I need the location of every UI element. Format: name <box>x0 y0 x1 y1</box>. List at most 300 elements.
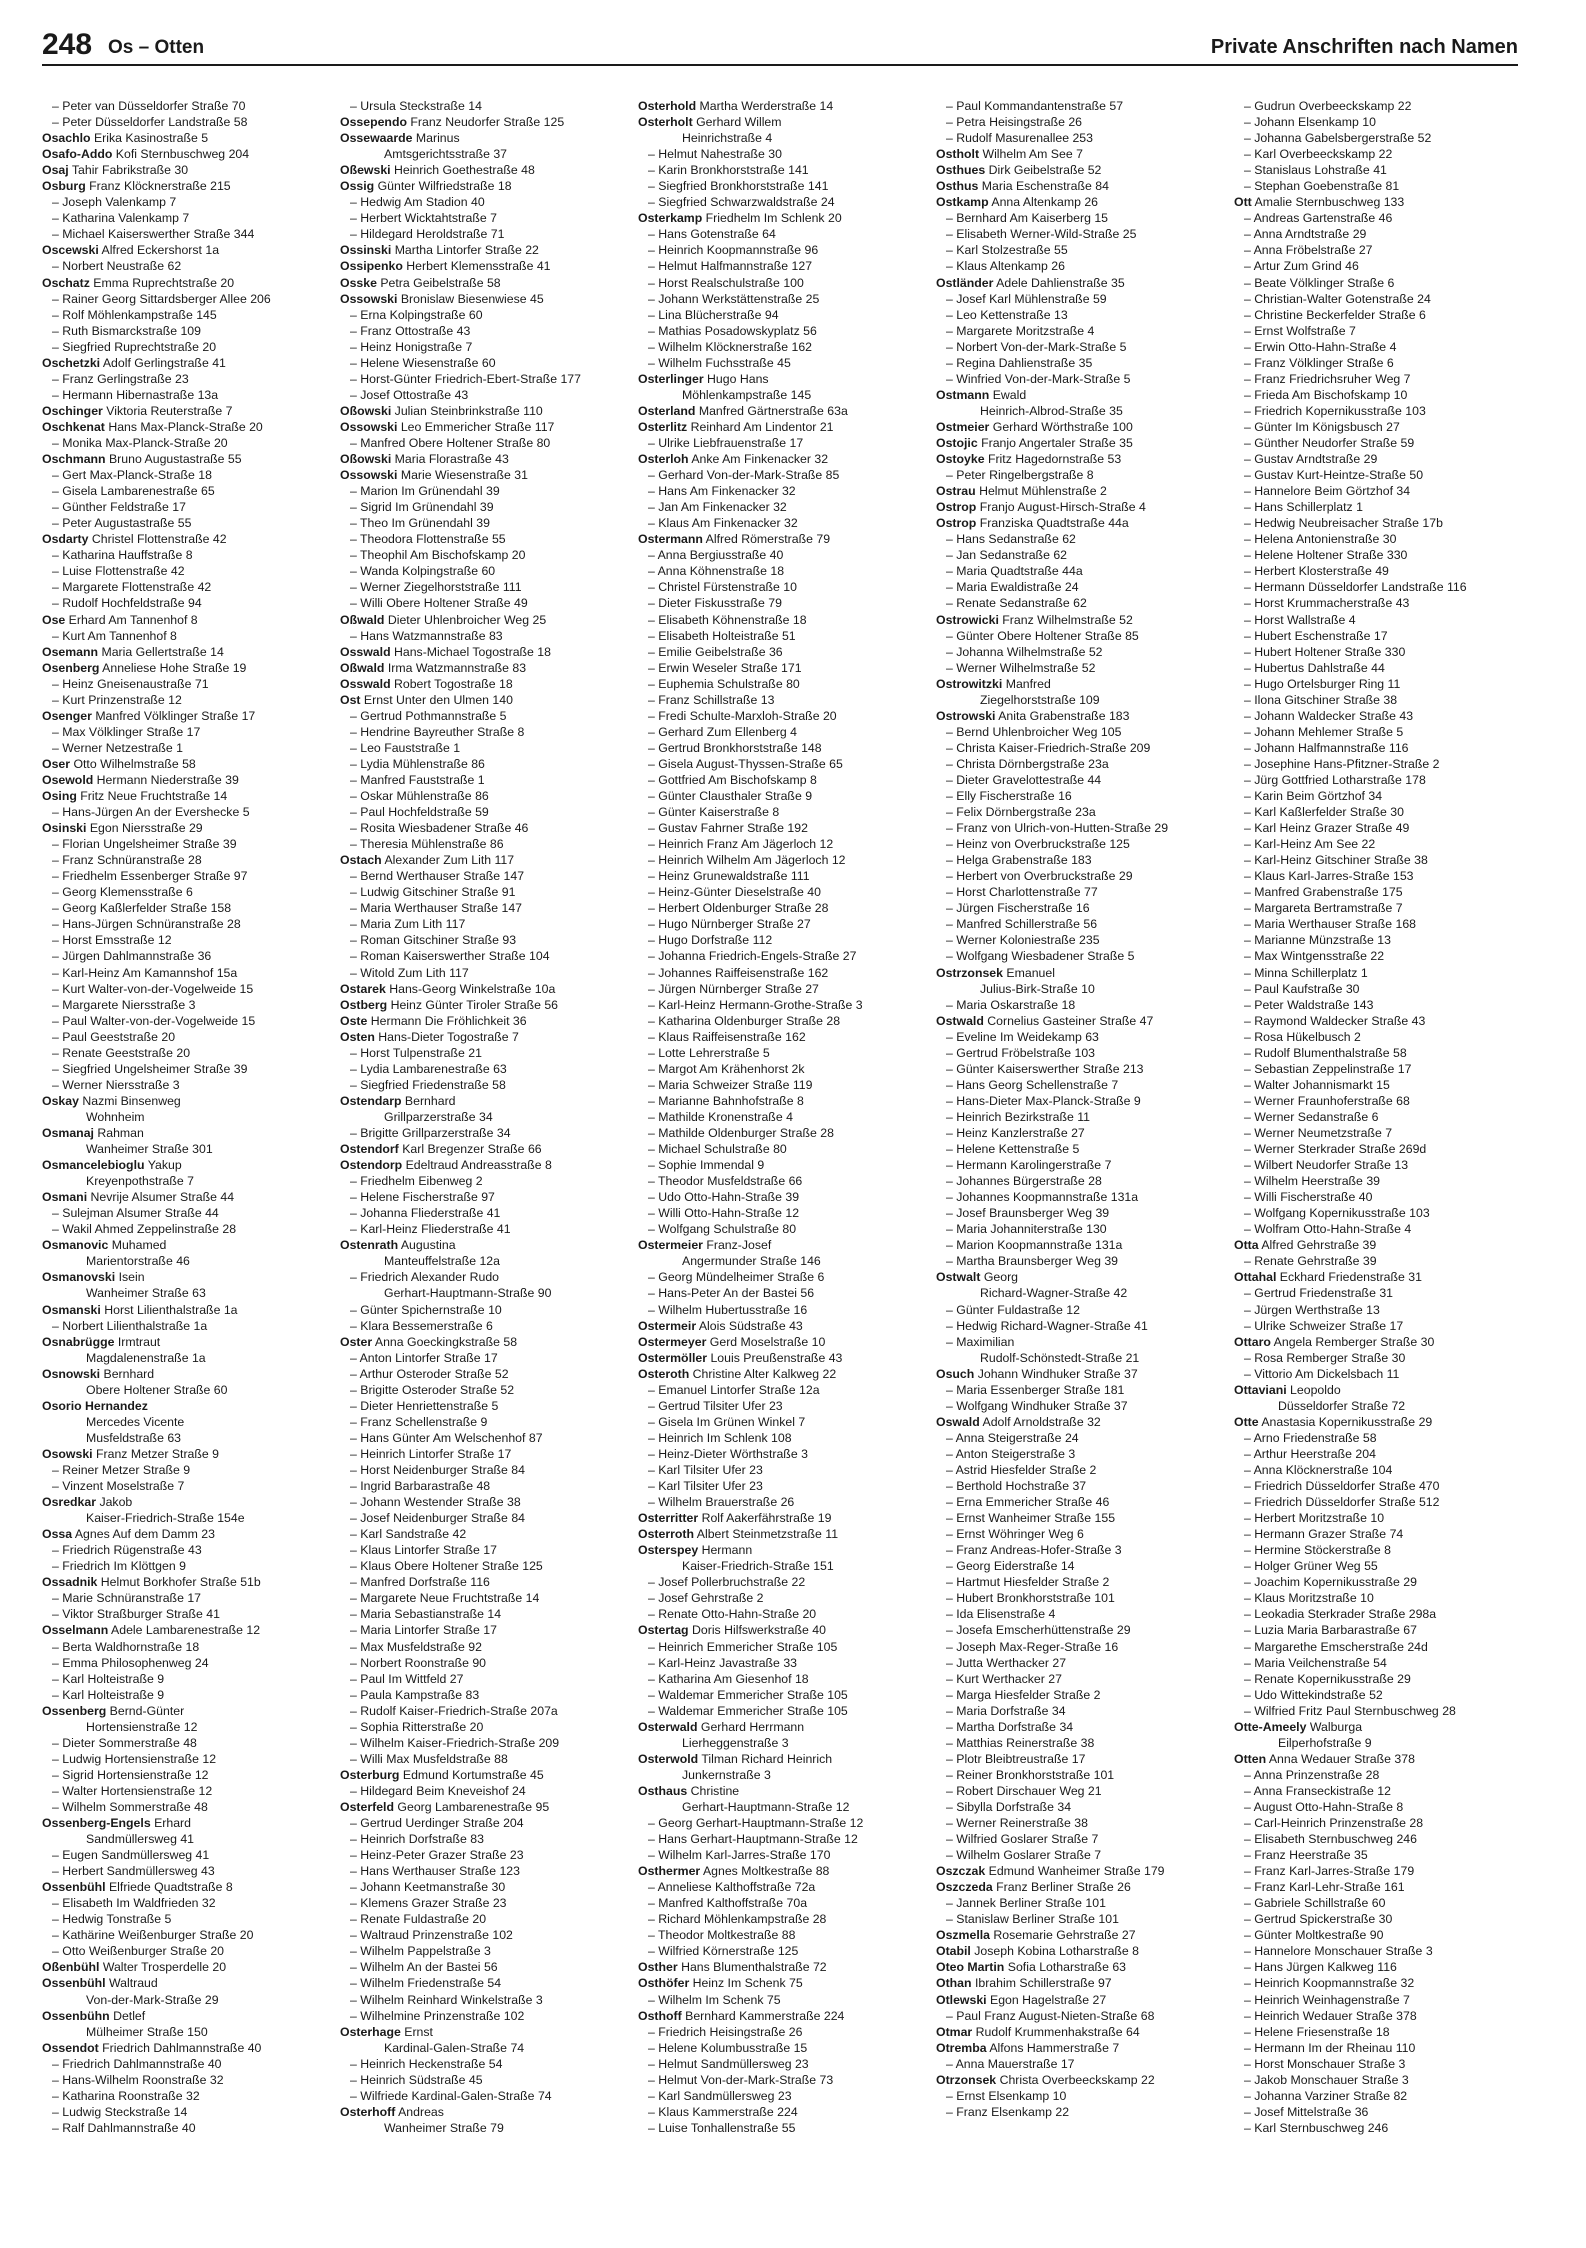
entry-text: – Elisabeth Werner-Wild-Straße 25 <box>946 227 1137 242</box>
directory-entry <box>1234 740 1518 756</box>
directory-entry <box>340 1125 624 1141</box>
surname: Ostländer <box>936 275 994 290</box>
directory-entry <box>1234 1382 1518 1398</box>
entry-text: – Michael Schulstraße 80 <box>648 1142 787 1157</box>
directory-entry <box>936 178 1220 194</box>
directory-entry <box>1234 804 1518 820</box>
directory-entry <box>340 1655 624 1671</box>
surname: Osterlitz <box>638 419 688 434</box>
directory-entry <box>1234 1221 1518 1237</box>
entry-text: – Johanna Varziner Straße 82 <box>1244 2088 1408 2103</box>
directory-entry <box>340 1077 624 1093</box>
directory-entry <box>340 419 624 435</box>
entry-text: Angela Remberger Straße 30 <box>1273 1334 1435 1349</box>
directory-entry <box>638 644 922 660</box>
directory-entry <box>340 467 624 483</box>
entry-text: Waltraud <box>108 1976 158 1991</box>
directory-entry <box>638 1462 922 1478</box>
directory-entry <box>340 563 624 579</box>
directory-entry <box>42 1221 326 1237</box>
directory-entry <box>1234 1398 1518 1414</box>
surname: Osowski <box>42 1446 93 1461</box>
surname: Osterkamp <box>638 211 703 226</box>
directory-entry <box>1234 612 1518 628</box>
surname: Otte <box>1234 1414 1259 1429</box>
directory-entry <box>42 387 326 403</box>
surname: Ostrowitzki <box>936 676 1003 691</box>
entry-text: Helmut Mühlenstraße 2 <box>979 484 1107 499</box>
directory-entry <box>638 997 922 1013</box>
entry-text: – Hugo Nürnberger Straße 27 <box>648 917 811 932</box>
directory-entry <box>638 1975 922 1991</box>
directory-entry <box>42 1847 326 1863</box>
entry-text: Irmtraut <box>117 1334 161 1349</box>
entry-text: – Klaus Raiffeisenstraße 162 <box>648 1029 806 1044</box>
surname: Osthöfer <box>638 1976 690 1991</box>
directory-entry <box>936 2056 1220 2072</box>
directory-entry <box>1234 1847 1518 1863</box>
directory-entry <box>936 1061 1220 1077</box>
entry-text: – Wilhelm An der Bastei 56 <box>350 1960 498 1975</box>
directory-entry <box>340 724 624 740</box>
directory-entry <box>936 1735 1220 1751</box>
surname: Oßowski <box>340 452 392 467</box>
directory-entry <box>42 1687 326 1703</box>
directory-entry <box>638 467 922 483</box>
directory-entry <box>638 1302 922 1318</box>
directory-entry <box>340 307 624 323</box>
directory-entry <box>936 371 1220 387</box>
directory-entry <box>936 1125 1220 1141</box>
directory-entry <box>1234 644 1518 660</box>
surname: Ostwalt <box>936 1270 981 1285</box>
surname: Otte-Ameely <box>1234 1719 1307 1734</box>
directory-entry <box>42 1141 326 1157</box>
directory-entry <box>936 1478 1220 1494</box>
entry-text: – Marga Hiesfelder Straße 2 <box>946 1687 1101 1702</box>
directory-entry <box>936 852 1220 868</box>
entry-text: – Anna Mauerstraße 17 <box>946 2056 1075 2071</box>
entry-text: – Hedwig Neubreisacher Straße 17b <box>1244 516 1443 531</box>
entry-text: Heinz Günter Tiroler Straße 56 <box>390 997 559 1012</box>
directory-entry <box>936 242 1220 258</box>
entry-text: – Monika Max-Planck-Straße 20 <box>52 435 228 450</box>
entry-text: – Gisela Im Grünen Winkel 7 <box>648 1414 806 1429</box>
directory-entry <box>638 339 922 355</box>
entry-text: – Franz Karl-Jarres-Straße 179 <box>1244 1864 1415 1879</box>
entry-text: – Gerhard Zum Ellenberg 4 <box>648 724 798 739</box>
entry-text: – Hannelore Beim Görtzhof 34 <box>1244 484 1411 499</box>
directory-entry <box>340 1334 624 1350</box>
entry-text: – Siegfried Bronkhorststraße 141 <box>648 179 829 194</box>
entry-text: – Holger Grüner Weg 55 <box>1244 1559 1378 1574</box>
directory-entry <box>340 499 624 515</box>
directory-entry <box>1234 403 1518 419</box>
directory-entry <box>1234 1045 1518 1061</box>
entry-text: – Otto Weißenburger Straße 20 <box>52 1944 225 1959</box>
directory-entry <box>340 788 624 804</box>
surname: Osdarty <box>42 532 89 547</box>
directory-entry <box>936 1606 1220 1622</box>
entry-text: Adele Dahlienstraße 35 <box>996 275 1125 290</box>
directory-entry <box>638 1526 922 1542</box>
directory-entry <box>638 724 922 740</box>
directory-entry <box>340 660 624 676</box>
entry-text: Amalie Sternbuschweg 133 <box>1254 195 1405 210</box>
entry-text: Eckhard Friedenstraße 31 <box>1279 1270 1422 1285</box>
entry-text: – Erwin Weseler Straße 171 <box>648 660 802 675</box>
directory-entry <box>1234 1992 1518 2008</box>
directory-entry <box>42 1574 326 1590</box>
directory-entry <box>936 1639 1220 1655</box>
directory-entry <box>1234 965 1518 981</box>
directory-entry <box>936 1494 1220 1510</box>
directory-entry <box>1234 1927 1518 1943</box>
surname: Ossa <box>42 1527 73 1542</box>
directory-entry <box>638 595 922 611</box>
directory-entry <box>42 756 326 772</box>
entry-text: – Josef Karl Mühlenstraße 59 <box>946 291 1107 306</box>
entry-text: Sofia Lotharstraße 63 <box>1007 1960 1127 1975</box>
directory-entry <box>42 2008 326 2024</box>
entry-text: – Anna Franseckistraße 12 <box>1244 1783 1391 1798</box>
entry-text: – Herbert Oldenburger Straße 28 <box>648 901 829 916</box>
directory-entry <box>340 2104 624 2120</box>
surname: Osterburg <box>340 1767 400 1782</box>
directory-entry <box>638 756 922 772</box>
entry-text: – Marion Koopmannstraße 131a <box>946 1238 1123 1253</box>
directory-entry <box>1234 1542 1518 1558</box>
entry-text: – Sebastian Zeppelinstraße 17 <box>1244 1061 1412 1076</box>
directory-entry <box>340 1719 624 1735</box>
directory-entry <box>1234 660 1518 676</box>
directory-entry <box>42 1237 326 1253</box>
entry-text: – Mathias Posadowskyplatz 56 <box>648 323 817 338</box>
directory-entry <box>638 1687 922 1703</box>
entry-text: Franjo August-Hirsch-Straße 4 <box>979 500 1146 515</box>
entry-text: – Johann Elsenkamp 10 <box>1244 115 1376 130</box>
entry-text: – Franz Schellenstraße 9 <box>350 1414 488 1429</box>
entry-text: – Hildegard Beim Kneveishof 24 <box>350 1783 526 1798</box>
entry-text: – Theo Im Grünendahl 39 <box>350 516 490 531</box>
directory-entry <box>42 435 326 451</box>
entry-text: – Helmut Sandmüllersweg 23 <box>648 2056 809 2071</box>
directory-entry <box>340 1831 624 1847</box>
directory-entry <box>638 1510 922 1526</box>
directory-entry <box>42 1494 326 1510</box>
entry-text: – Renate Fuldastraße 20 <box>350 1912 487 1927</box>
directory-entry <box>936 1815 1220 1831</box>
entry-text: – Helene Friesenstraße 18 <box>1244 2024 1390 2039</box>
entry-text: – Friedrich Kopernikusstraße 103 <box>1244 403 1426 418</box>
surname: Osterroth <box>638 1527 695 1542</box>
directory-entry <box>1234 900 1518 916</box>
entry-text: Ernst Unter den Ulmen 140 <box>363 692 513 707</box>
directory-entry <box>340 146 624 162</box>
directory-entry <box>42 451 326 467</box>
directory-entry <box>936 1687 1220 1703</box>
entry-text: – Heinz Kanzlerstraße 27 <box>946 1126 1085 1140</box>
entry-text: Egon Hagelstraße 27 <box>990 1992 1107 2007</box>
directory-entry <box>42 1109 326 1125</box>
entry-text: – Margarethe Emscherstraße 24d <box>1244 1639 1428 1654</box>
column-3 <box>638 98 922 2233</box>
entry-text: – Peter Düsseldorfer Landstraße 58 <box>52 115 248 130</box>
directory-entry <box>340 258 624 274</box>
entry-text: Doris Hilfswerkstraße 40 <box>692 1623 826 1638</box>
entry-text: – Marianne Münzstraße 13 <box>1244 933 1391 948</box>
directory-entry <box>340 1398 624 1414</box>
directory-entry <box>638 1574 922 1590</box>
entry-text: Von-der-Mark-Straße 29 <box>86 1992 219 2007</box>
entry-text: – Maria Ewaldistraße 24 <box>946 580 1079 595</box>
entry-text: – Beate Völklinger Straße 6 <box>1244 275 1395 290</box>
surname: Ostojic <box>936 435 978 450</box>
entry-text: – Arthur Osteroder Straße 52 <box>350 1366 509 1381</box>
directory-entry <box>42 1125 326 1141</box>
directory-entry <box>42 499 326 515</box>
directory-entry <box>340 1446 624 1462</box>
entry-text: – Hans Gotenstraße 64 <box>648 227 776 242</box>
entry-text: – Franz Gerlingstraße 23 <box>52 371 189 386</box>
entry-text: – Anna Köhnenstraße 18 <box>648 564 785 579</box>
entry-text: – Dieter Sommerstraße 48 <box>52 1735 197 1750</box>
directory-entry <box>42 1350 326 1366</box>
entry-text: – Ernst Wanheimer Straße 155 <box>946 1511 1116 1526</box>
surname: Osburg <box>42 179 86 194</box>
directory-entry <box>42 1318 326 1334</box>
directory-entry <box>936 467 1220 483</box>
entry-text: – Franz Ottostraße 43 <box>350 323 471 338</box>
column-1 <box>42 98 326 2233</box>
entry-text: – Johann Keetmanstraße 30 <box>350 1880 506 1895</box>
directory-entry <box>340 1013 624 1029</box>
directory-entry <box>42 1735 326 1751</box>
directory-entry <box>1234 226 1518 242</box>
entry-text: – Mathilde Oldenburger Straße 28 <box>648 1126 834 1140</box>
entry-text: – Lina Blücherstraße 94 <box>648 307 779 322</box>
surname: Ossendot <box>42 2040 99 2055</box>
directory-entry <box>936 1029 1220 1045</box>
directory-entry <box>340 1093 624 1109</box>
directory-entry <box>42 1253 326 1269</box>
surname: Otabil <box>936 1944 971 1959</box>
surname: Oßwald <box>340 660 385 675</box>
entry-text: – Berthold Hochstraße 37 <box>946 1479 1087 1494</box>
directory-entry <box>1234 1751 1518 1767</box>
entry-text: – Carl-Heinrich Prinzenstraße 28 <box>1244 1816 1424 1831</box>
directory-entry <box>42 2040 326 2056</box>
entry-text: Anna Altenkamp 26 <box>991 195 1099 210</box>
entry-text: – Hans Schillerplatz 1 <box>1244 500 1363 515</box>
directory-entry <box>340 644 624 660</box>
directory-entry <box>340 692 624 708</box>
directory-entry <box>340 1687 624 1703</box>
directory-entry <box>42 1542 326 1558</box>
entry-text: Georg Lambarenestraße 95 <box>397 1799 550 1814</box>
directory-entry <box>936 483 1220 499</box>
entry-text: – Hugo Dorfstraße 112 <box>648 933 773 948</box>
entry-text: Manfred Völklinger Straße 17 <box>95 708 256 723</box>
entry-text: – Johannes Bürgerstraße 28 <box>946 1174 1102 1189</box>
directory-entry <box>936 1366 1220 1382</box>
directory-entry <box>42 1927 326 1943</box>
entry-text: – Johann Halfmannstraße 116 <box>1244 740 1409 755</box>
directory-entry <box>340 114 624 130</box>
directory-entry <box>42 1189 326 1205</box>
entry-text: Viktoria Reuterstraße 7 <box>106 403 233 418</box>
entry-text: Maria Gellertstraße 14 <box>101 644 224 659</box>
directory-entry <box>936 1414 1220 1430</box>
entry-text: Musfeldstraße 63 <box>86 1430 182 1445</box>
entry-text: Yakup <box>147 1158 182 1173</box>
directory-entry <box>340 836 624 852</box>
entry-text: – Günter Clausthaler Straße 9 <box>648 789 813 804</box>
entry-text: Anna Goeckingkstraße 58 <box>374 1334 518 1349</box>
directory-entry <box>936 1462 1220 1478</box>
entry-text: – Jan Am Finkenacker 32 <box>648 500 787 515</box>
directory-entry <box>42 226 326 242</box>
entry-text: – Hans Günter Am Welschenhof 87 <box>350 1430 543 1445</box>
directory-entry <box>42 130 326 146</box>
directory-entry <box>1234 1895 1518 1911</box>
directory-entry <box>1234 997 1518 1013</box>
directory-entry <box>340 1975 624 1991</box>
entry-text: – Anna Arndtstraße 29 <box>1244 227 1367 242</box>
directory-entry <box>1234 2120 1518 2136</box>
entry-text: – Karl Holteistraße 9 <box>52 1671 165 1686</box>
directory-entry <box>340 1847 624 1863</box>
directory-entry <box>1234 2008 1518 2024</box>
entry-text: Nazmi Binsenweg <box>82 1093 181 1108</box>
entry-text: – Gerhard Von-der-Mark-Straße 85 <box>648 468 840 483</box>
directory-entry <box>42 242 326 258</box>
entry-text: – Paul Kommandantenstraße 57 <box>946 99 1124 113</box>
directory-entry <box>638 1350 922 1366</box>
directory-entry <box>42 1622 326 1638</box>
directory-entry <box>1234 1703 1518 1719</box>
directory-entry <box>1234 114 1518 130</box>
directory-entry <box>638 1269 922 1285</box>
entry-text: Alfons Hammerstraße 7 <box>989 2040 1120 2055</box>
entry-text: – Karl Stolzestraße 55 <box>946 243 1068 258</box>
entry-text: – Hans Gerhart-Hauptmann-Straße 12 <box>648 1832 858 1847</box>
directory-entry <box>42 1414 326 1430</box>
entry-text: – Gudrun Overbeeckskamp 22 <box>1244 99 1412 113</box>
directory-entry <box>42 1205 326 1221</box>
directory-entry <box>638 1735 922 1751</box>
entry-text: – Heinz-Dieter Wörthstraße 3 <box>648 1446 808 1461</box>
surname: Osselmann <box>42 1623 109 1638</box>
surname: Otta <box>1234 1238 1259 1253</box>
entry-text: – Christine Beckerfelder Straße 6 <box>1244 307 1426 322</box>
surname: Osterwald <box>638 1719 698 1734</box>
entry-text: – Roman Gitschiner Straße 93 <box>350 933 517 948</box>
entry-text: – Elisabeth Köhnenstraße 18 <box>648 612 807 627</box>
entry-text: – Herbert Wicktahtstraße 7 <box>350 211 497 226</box>
surname: Osafo-Addo <box>42 147 113 162</box>
entry-text: – Witold Zum Lith 117 <box>350 965 469 980</box>
entry-text: Adolf Gerlingstraße 41 <box>102 355 226 370</box>
directory-entry <box>638 194 922 210</box>
directory-entry <box>1234 146 1518 162</box>
directory-entry <box>638 435 922 451</box>
surname: Oßwald <box>340 612 385 627</box>
surname: Otlewski <box>936 1992 987 2007</box>
directory-entry <box>340 1269 624 1285</box>
directory-entry <box>638 1992 922 2008</box>
entry-text: – Josef Neidenburger Straße 84 <box>350 1511 525 1526</box>
directory-entry <box>340 1157 624 1173</box>
directory-entry <box>1234 1029 1518 1045</box>
entry-text: Anneliese Hohe Straße 19 <box>102 660 247 675</box>
directory-entry <box>638 114 922 130</box>
directory-entry <box>936 162 1220 178</box>
directory-entry <box>42 1334 326 1350</box>
directory-entry <box>340 1045 624 1061</box>
entry-text: Nevrije Alsumer Straße 44 <box>90 1190 235 1205</box>
directory-entry <box>340 1189 624 1205</box>
entry-text: – Franz Friedrichsruher Weg 7 <box>1244 371 1411 386</box>
entry-text: – Heinrich Lintorfer Straße 17 <box>350 1446 512 1461</box>
entry-text: Maria Eschenstraße 84 <box>981 179 1109 194</box>
directory-entry <box>1234 1783 1518 1799</box>
directory-entry <box>638 531 922 547</box>
entry-text: – Hubert Bronkhorststraße 101 <box>946 1591 1115 1606</box>
surname: Oschatz <box>42 275 90 290</box>
entry-text: – Wilhelm Brauerstraße 26 <box>648 1495 795 1510</box>
entry-text: – Renate Otto-Hahn-Straße 20 <box>648 1607 817 1622</box>
directory-entry <box>42 692 326 708</box>
directory-entry <box>340 981 624 997</box>
entry-text: – Gertrud Uerdinger Straße 204 <box>350 1816 524 1831</box>
entry-text: Kaiser-Friedrich-Straße 154e <box>86 1511 245 1526</box>
entry-text: – Manfred Kalthoffstraße 70a <box>648 1896 808 1911</box>
directory-entry <box>340 1622 624 1638</box>
directory-entry <box>42 1815 326 1831</box>
directory-entry <box>638 275 922 291</box>
directory-entry <box>42 531 326 547</box>
entry-text: – Friedrich Alexander Rudo <box>350 1270 500 1285</box>
directory-entry <box>42 932 326 948</box>
entry-text: – Josef Pollerbruchstraße 22 <box>648 1575 806 1590</box>
entry-text: – Georg Mündelheimer Straße 6 <box>648 1270 825 1285</box>
entry-text: – Stephan Goebenstraße 81 <box>1244 179 1400 194</box>
entry-text: – Helmut Von-der-Mark-Straße 73 <box>648 2072 834 2087</box>
directory-entry <box>936 1655 1220 1671</box>
entry-text: Christine <box>690 1783 740 1798</box>
surname: Osterloh <box>638 452 689 467</box>
entry-text: – Brigitte Osteroder Straße 52 <box>350 1382 515 1397</box>
entry-text: – Vinzent Moselstraße 7 <box>52 1479 185 1494</box>
entry-text: – Lydia Mühlenstraße 86 <box>350 756 485 771</box>
directory-entry <box>340 1109 624 1125</box>
surname: Oser <box>42 756 71 771</box>
entry-text: – Hans Am Finkenacker 32 <box>648 484 796 499</box>
directory-entry <box>638 1815 922 1831</box>
surname: Osterhold <box>638 99 697 113</box>
directory-entry <box>638 1109 922 1125</box>
directory-entry <box>638 965 922 981</box>
entry-text: Wohnheim <box>86 1109 145 1124</box>
entry-text: – Josef Braunsberger Weg 39 <box>946 1206 1110 1221</box>
entry-text: – Christa Dörnbergstraße 23a <box>946 756 1109 771</box>
directory-entry <box>340 355 624 371</box>
entry-text: – Wilhelm Sommerstraße 48 <box>52 1799 208 1814</box>
entry-text: Bernd-Günter <box>109 1703 185 1718</box>
entry-text: – Friedrich Dahlmannstraße 40 <box>52 2056 222 2071</box>
entry-text: Alfred Gehrstraße 39 <box>1261 1238 1377 1253</box>
